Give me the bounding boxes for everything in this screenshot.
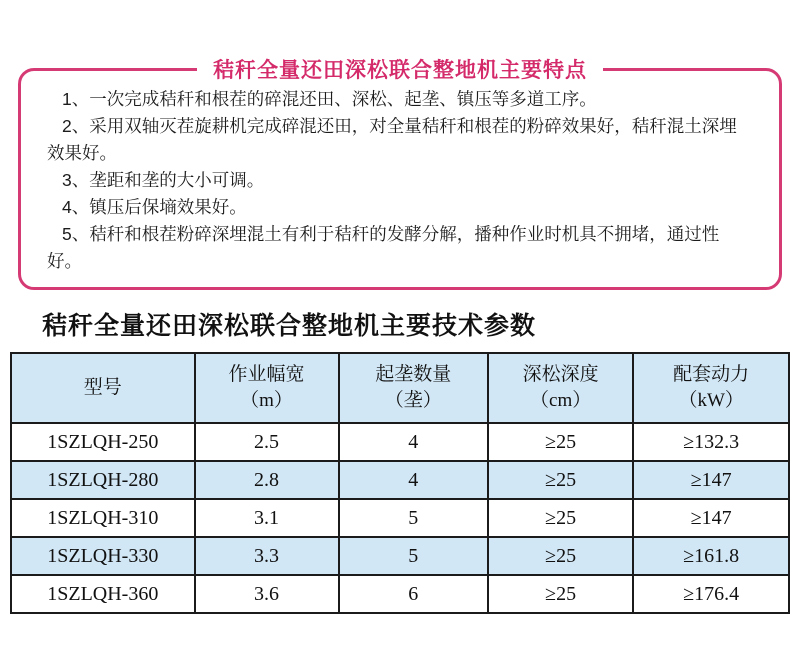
- table-cell: 3.1: [195, 499, 339, 537]
- table-cell: ≥176.4: [633, 575, 789, 613]
- column-header: 型号: [11, 353, 195, 423]
- table-row: [11, 537, 789, 575]
- table-cell: ≥25: [488, 461, 633, 499]
- table-cell: 3.3: [195, 537, 339, 575]
- table-cell: 1SZLQH-330: [11, 537, 195, 575]
- params-heading: 秸秆全量还田深松联合整地机主要技术参数: [42, 313, 537, 340]
- table-row: [11, 499, 789, 537]
- table-cell: 3.6: [195, 575, 339, 613]
- table-cell: 2.5: [195, 423, 339, 461]
- table-cell: ≥132.3: [633, 423, 789, 461]
- specs-table: [10, 352, 790, 614]
- table-cell: 4: [339, 423, 488, 461]
- column-header: 起垄数量 （垄）: [339, 353, 488, 423]
- features-box: [18, 58, 782, 290]
- table-cell: ≥25: [488, 499, 633, 537]
- table-cell: ≥25: [488, 423, 633, 461]
- feature-item: 5、秸秆和根茬粉碎深埋混土有利于秸秆的发酵分解，播种作业时机具不拥堵，通过性好。: [47, 224, 720, 271]
- header-row: [11, 353, 789, 423]
- column-header: 作业幅宽 （m）: [195, 353, 339, 423]
- table-cell: 4: [339, 461, 488, 499]
- table-body: [11, 423, 789, 613]
- column-header: 深松深度 （cm）: [488, 353, 633, 423]
- table-cell: 5: [339, 499, 488, 537]
- table-cell: 1SZLQH-280: [11, 461, 195, 499]
- feature-item: 1、一次完成秸秆和根茬的碎混还田、深松、起垄、镇压等多道工序。: [62, 89, 597, 109]
- table-row: [11, 423, 789, 461]
- table-cell: ≥161.8: [633, 537, 789, 575]
- table-cell: ≥147: [633, 461, 789, 499]
- table-cell: ≥25: [488, 575, 633, 613]
- table-cell: 6: [339, 575, 488, 613]
- table-cell: ≥147: [633, 499, 789, 537]
- table-cell: 5: [339, 537, 488, 575]
- table-cell: 1SZLQH-310: [11, 499, 195, 537]
- feature-item: 4、镇压后保墒效果好。: [62, 197, 247, 217]
- table-cell: ≥25: [488, 537, 633, 575]
- table-cell: 1SZLQH-360: [11, 575, 195, 613]
- table-row: [11, 461, 789, 499]
- page-root: [0, 58, 800, 614]
- table-row: [11, 575, 789, 613]
- column-header: 配套动力 （kW）: [633, 353, 789, 423]
- table-cell: 2.8: [195, 461, 339, 499]
- features-list: [47, 86, 753, 275]
- feature-item: 3、垄距和垄的大小可调。: [62, 170, 265, 190]
- feature-item: 2、采用双轴灭茬旋耕机完成碎混还田，对全量秸秆和根茬的粉碎效果好，秸秆混土深埋效果好。: [47, 116, 737, 163]
- features-title: 秸秆全量还田深松联合整地机主要特点: [197, 54, 603, 84]
- table-cell: 1SZLQH-250: [11, 423, 195, 461]
